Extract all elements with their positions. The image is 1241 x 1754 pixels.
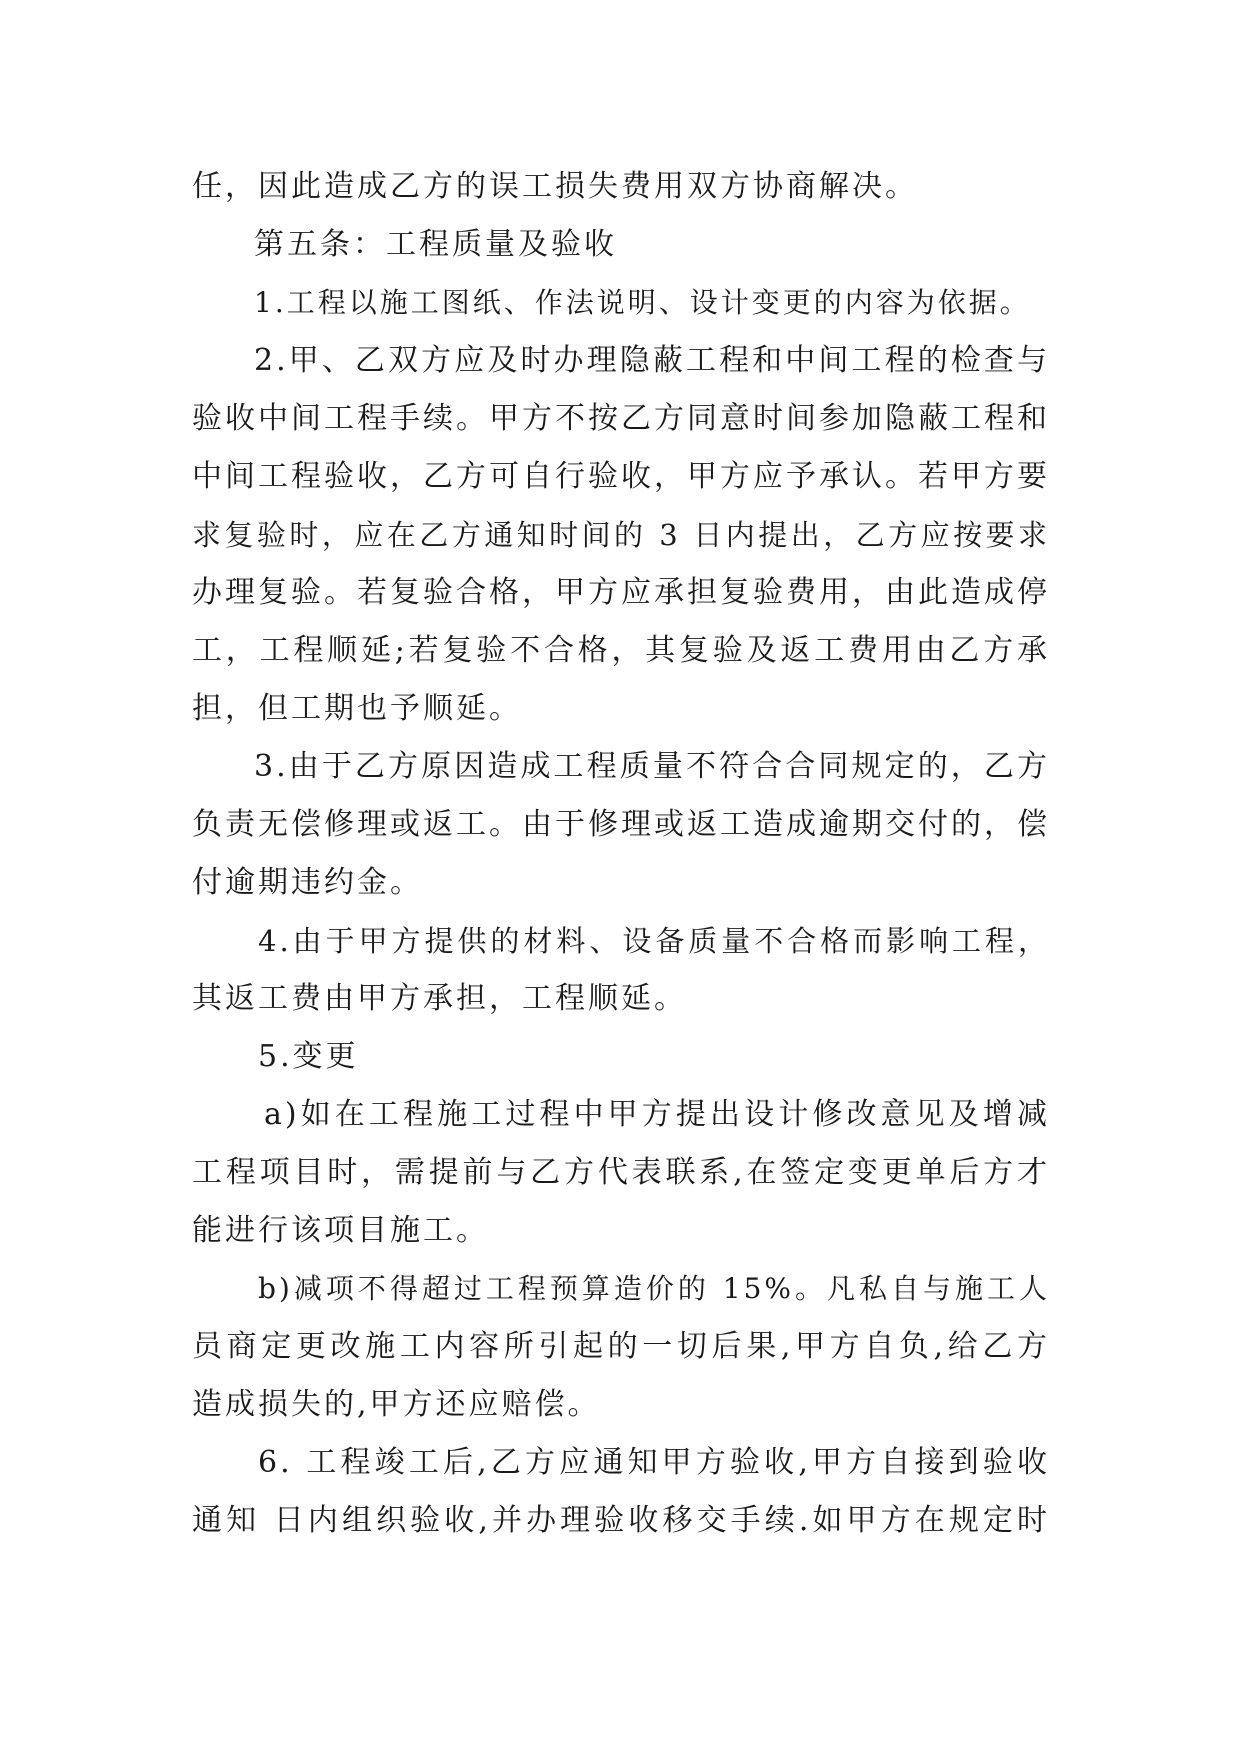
text-line: 办理复验。若复验合格，甲方应承担复验费用，由此造成停 xyxy=(192,575,1050,610)
text-line: 其返工费由甲方承担，工程顺延。 xyxy=(192,981,687,1016)
text-line: 造成损失的,甲方还应赔偿。 xyxy=(192,1387,601,1422)
text-line: a)如在工程施工过程中甲方提出设计修改意见及增减 xyxy=(264,1097,1050,1132)
text-line: 求复验时，应在乙方通知时间的 3 日内提出，乙方应按要求 xyxy=(192,518,1050,552)
text-line: 1.工程以施工图纸、作法说明、设计变更的内容为依据。 xyxy=(254,286,1031,319)
text-line: 担，但工期也予顺延。 xyxy=(192,691,522,726)
text-line: 付逾期违约金。 xyxy=(192,865,423,900)
text-line: 验收中间工程手续。甲方不按乙方同意时间参加隐蔽工程和 xyxy=(192,401,1050,436)
text-line: 工程项目时，需提前与乙方代表联系,在签定变更单后方才 xyxy=(192,1155,1050,1190)
section-heading: 5.变更 xyxy=(258,1039,359,1074)
document-body xyxy=(192,158,1050,1550)
text-line: b)减项不得超过工程预算造价的 15%。凡私自与施工人 xyxy=(258,1272,1050,1305)
text-line: 6. 工程竣工后,乙方应通知甲方验收,甲方自接到验收 xyxy=(258,1445,1050,1480)
text-line: 员商定更改施工内容所引起的一切后果,甲方自负,给乙方 xyxy=(192,1329,1050,1364)
text-line: 中间工程验收，乙方可自行验收，甲方应予承认。若甲方要 xyxy=(192,459,1050,494)
text-line: 工，工程顺延;若复验不合格，其复验及返工费用由乙方承 xyxy=(192,633,1050,668)
text-line: 3.由于乙方原因造成工程质量不符合合同规定的，乙方 xyxy=(254,749,1050,784)
text-line: 任，因此造成乙方的误工损失费用双方协商解决。 xyxy=(192,169,918,204)
text-line: 能进行该项目施工。 xyxy=(192,1213,489,1248)
text-line: 4.由于甲方提供的材料、设备质量不合格而影响工程， xyxy=(258,924,1050,958)
text-line: 通知 日内组织验收,并办理验收移交手续.如甲方在规定时 xyxy=(192,1503,1050,1538)
text-line: 负责无偿修理或返工。由于修理或返工造成逾期交付的，偿 xyxy=(192,807,1050,842)
section-heading: 第五条：工程质量及验收 xyxy=(254,227,617,262)
text-line: 2.甲、乙双方应及时办理隐蔽工程和中间工程的检查与 xyxy=(254,343,1050,378)
